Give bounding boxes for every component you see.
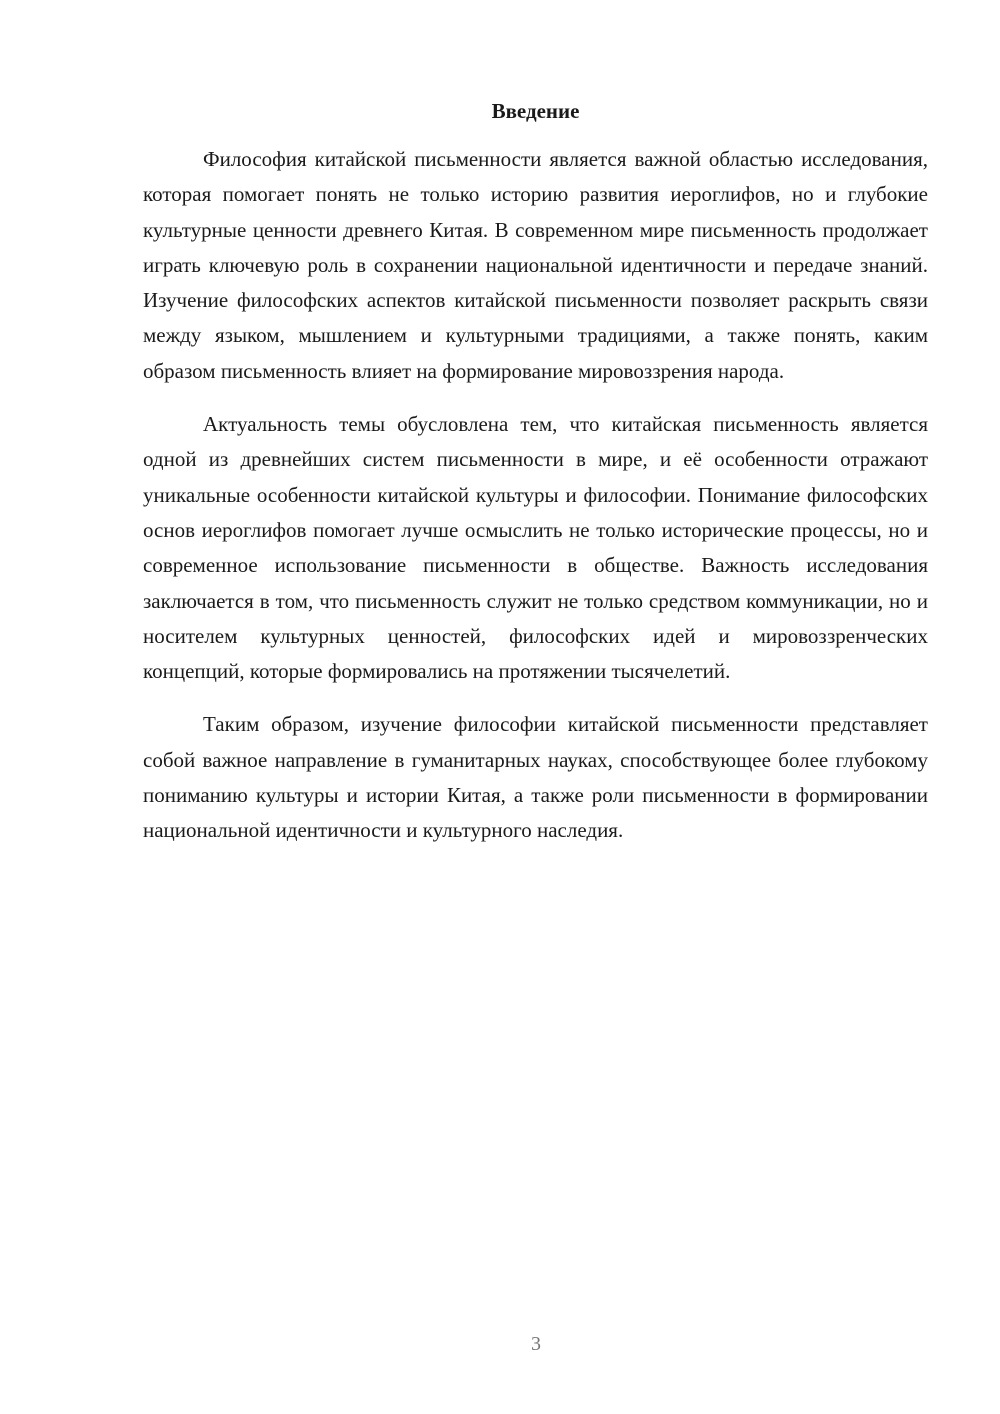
page-number: 3 [531, 1333, 541, 1355]
body-text [143, 142, 928, 849]
page-title: Введение [491, 99, 580, 123]
paragraph-conclusion: Таким образом, изучение философии китайской письменности представляет собой важное направление в гуманитарных науках, способствующее более глубокому пониманию культуры и истории Китая, а также роли письменности в формировании национальной идентичности и культурного наследия. [143, 712, 928, 843]
paragraph-introduction: Философия китайской письменности является важной областью исследования, которая помогает понять не только историю развития иероглифов, но и глубокие культурные ценности древнего Китая. В современном мире письменность продолжает играть ключевую роль в сохранении национальной идентичности и передаче знаний. Изучение философских аспектов китайской письменности позволяет раскрыть связи между языком, мышлением и культурными традициями, а также понять, каким образом письменность влияет на формирование мировоззрения народа. [143, 147, 928, 383]
paragraph-relevance: Актуальность темы обусловлена тем, что китайская письменность является одной из древнейших систем письменности в мире, и её особенности отражают уникальные особенности китайской культуры и философии. Понимание философских основ иероглифов помогает лучше осмыслить не только исторические процессы, но и современное использование письменности в обществе. Важность исследования заключается в том, что письменность служит не только средством коммуникации, но и носителем культурных ценностей, философских идей и мировоззренческих концепций, которые формировались на протяжении тысячелетий. [143, 412, 928, 684]
